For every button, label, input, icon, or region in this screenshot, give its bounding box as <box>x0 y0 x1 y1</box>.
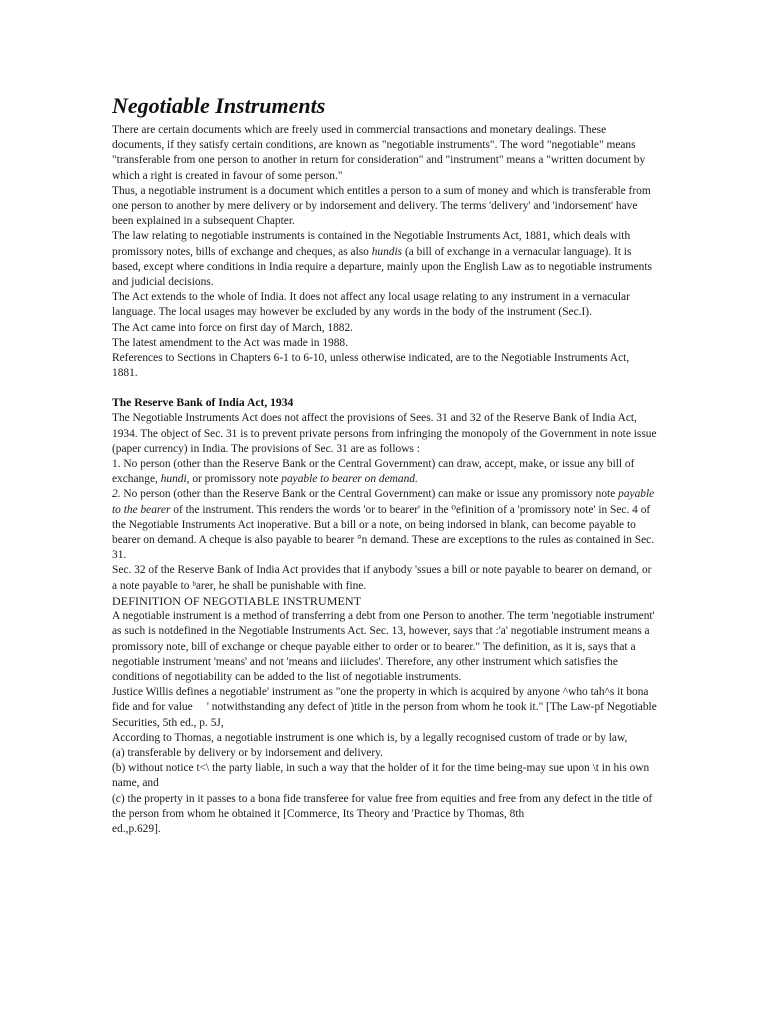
rbi-heading: The Reserve Bank of India Act, 1934 <box>112 396 294 410</box>
law-paragraph <box>112 229 657 290</box>
definition-item-a: (a) transferable by delivery or by indorsement and delivery. <box>112 746 383 759</box>
document-title: Negotiable Instruments <box>112 93 326 118</box>
definition-paragraph-1: A negotiable instrument is a method of transferring a debt from one Person to another. The term 'negotiable instrument' as such is notdefined in the Negotiable Instruments Act. Sec. 13, however, says that :'a' negotiable instrument means a promissory note, bill of exchange or cheque payable either to order or to bearer." The definition, as it is, says that a negotiable instrument 'means' and not 'means and iiicludes'. Therefore, any other instrument which satisfies the conditions of negotiability can be added to the list of negotiable instruments. <box>112 610 655 683</box>
amendment-paragraph: The latest amendment to the Act was made in 1988. <box>112 336 348 349</box>
hundi-term: hundi, <box>160 473 190 486</box>
extent-paragraph: The Act extends to the whole of India. It does not affect any local usage relating to any instrument in a vernacular language. The local usages may however be excluded by any words in the body of the instrument (Sec.I). <box>112 291 630 319</box>
definition-item-c: (c) the property in it passes to a bona fide transferee for value free from equities and free from any defect in the title of the person from whom he obtained it [Commerce, Its Theory and 'Practice by Thomas, 8th <box>112 792 653 820</box>
rbi-item-2-rest: of the instrument. This renders the words 'or to bearer' in the ⁰efinition of a 'promissory note' in Sec. 4 of the Negotiable Instruments Act inoperative. But a bill or a note, on being indorsed in blank, can become payable to bearer on demand. A cheque is also payable to bearer °n demand. These are exceptions to the rules as contained in Sec. 31. <box>112 503 655 562</box>
rbi-item-1 <box>112 457 657 487</box>
commencement-paragraph: The Act came into force on first day of March, 1882. <box>112 321 354 334</box>
hundis-term: hundis <box>371 245 403 258</box>
rbi-item-1-mid: or promissory note <box>189 473 282 486</box>
document-page <box>112 92 657 837</box>
rbi-item-2 <box>112 487 657 563</box>
law-text-start: The law relating to negotiable instruments is contained in the Negotiable Instruments Act, 1881, which deals with promissory notes, bills of exchange and cheques, as also <box>112 230 631 258</box>
definition-heading: DEFINITION OF NEGOTIABLE INSTRUMENT <box>112 593 362 608</box>
definition-item-b: (b) without notice t<\ the party liable, in such a way that the holder of it for the time being-may sue upon \t in his own name, and <box>112 762 650 790</box>
rbi-paragraph-2: Sec. 32 of the Reserve Bank of India Act provides that if anybody 'ssues a bill or note payable to bearer on demand, or a note payable to ᵇarer, he shall be punishable with fine. <box>112 564 652 592</box>
references-paragraph: References to Sections in Chapters 6-1 to 6-10, unless otherwise indicated, are to the Negotiable Instruments Act, 1881. <box>112 352 630 380</box>
rbi-item-1-italic: payable to bearer on demand. <box>281 473 418 486</box>
rbi-item-2-italic: payable to the bearer <box>112 488 655 516</box>
definition-citation: ed.,p.629]. <box>112 822 161 835</box>
law-text-end: (a bill of exchange in a vernacular language). It is based, except where conditions in India require a departure, mainly upon the English Law as to negotiable instruments and judicial decisions. <box>112 245 652 289</box>
rbi-item-2-number: 2. <box>112 488 121 501</box>
rbi-item-2-text: No person (other than the Reserve Bank or the Central Government) can make or issue any promissory note <box>120 488 619 501</box>
rbi-paragraph-1: The Negotiable Instruments Act does not affect the provisions of Sees. 31 and 32 of the Reserve Bank of India Act, 1934. The object of Sec. 31 is to prevent private persons from infringing the monopoly of the Government in note issue (paper currency) in India. The provisions of Sec. 31 are as follows : <box>112 412 657 455</box>
definition-paragraph-2: Justice Willis defines a negotiable' instrument as "one the property in which is acquired by anyone ^who tah^s it bona fide and for value ' notwithstanding any defect of )title in the person from whom he took it." [The Law-pf Negotiable Securities, 5th ed., p. 5J, <box>112 686 657 729</box>
rbi-item-1-text: 1. No person (other than the Reserve Bank or the Central Government) can draw, accept, make, or issue any bill of exchange, <box>112 458 635 486</box>
intro-paragraph-2: Thus, a negotiable instrument is a document which entitles a person to a sum of money and which is transferable from one person to another by mere delivery or by indorsement and delivery. The terms 'delivery' and 'indorsement' have been explained in a subsequent Chapter. <box>112 184 651 228</box>
intro-paragraph-1: There are certain documents which are freely used in commercial transactions and monetary dealings. These documents, if they satisfy certain conditions, are known as "negotiable instruments". The word "negotiable" means "transferable from one person to another in return for consideration" and "instrument" means a "written document by which a right is created in favour of some person." <box>112 124 646 182</box>
definition-paragraph-3: According to Thomas, a negotiable instrument is one which is, by a legally recognised custom of trade or by law, <box>112 731 628 744</box>
